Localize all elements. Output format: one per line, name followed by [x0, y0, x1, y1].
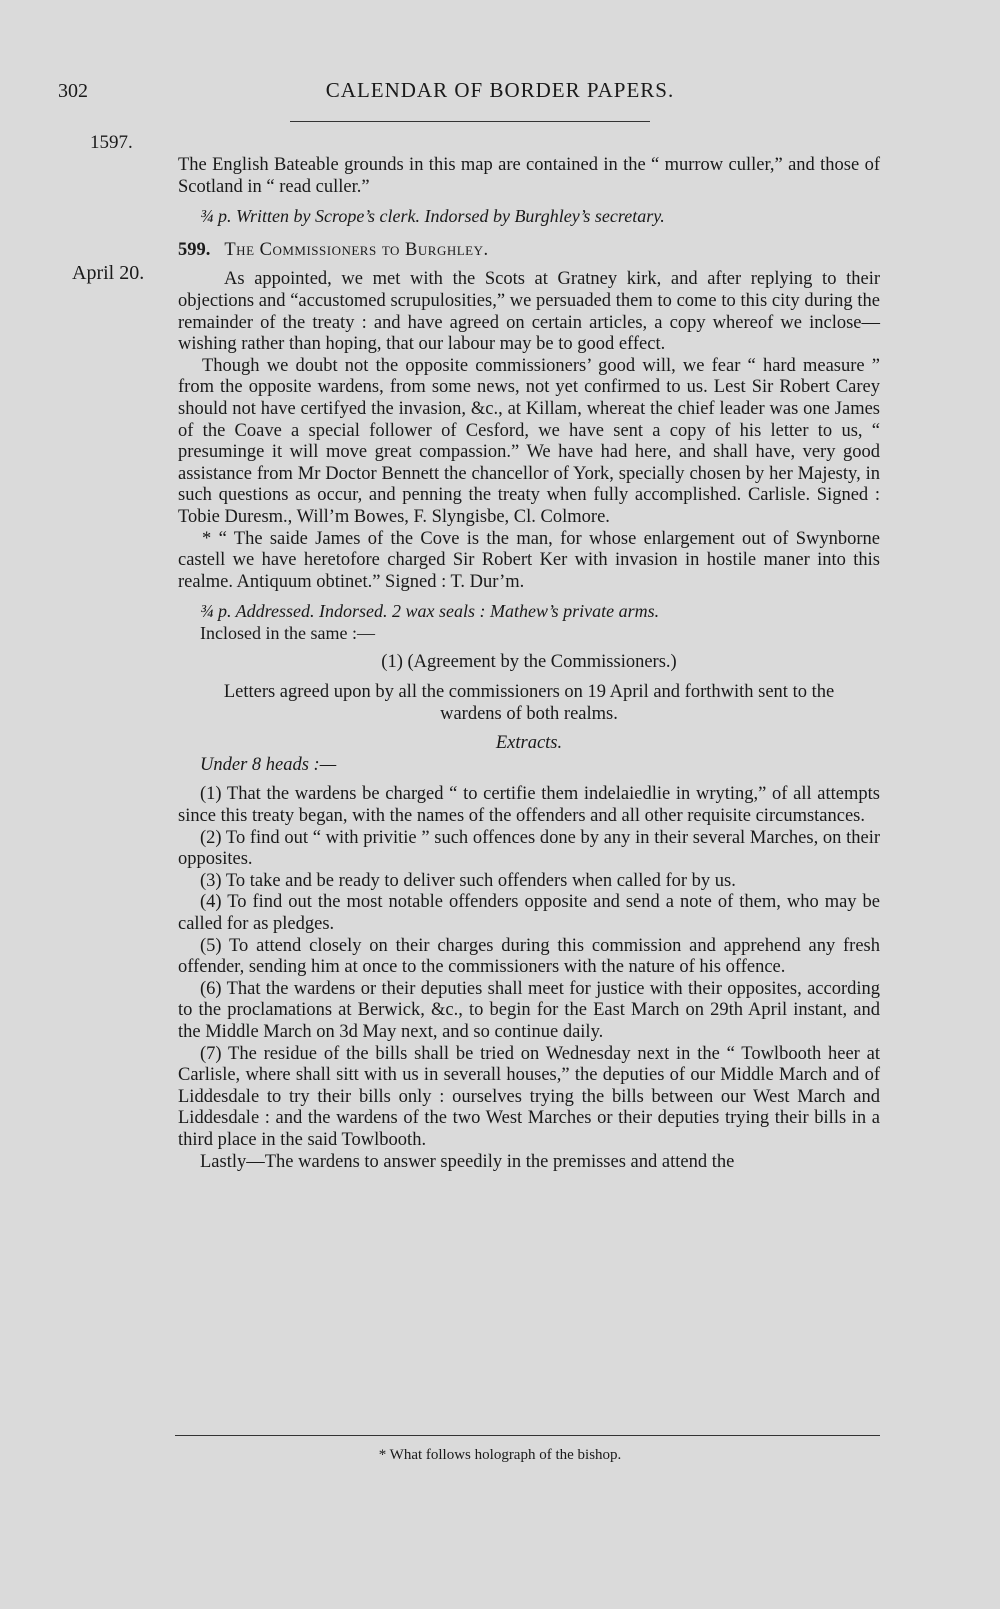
endorsement-2: ¾ p. Addressed. Indorsed. 2 wax seals : Mathew’s private arms.	[200, 601, 660, 622]
list-item: (6) That the wardens or their deputies shall meet for justice with their opposites, according to the proclamations at Berwick, &c., to begin for the East March on 29th April instant, and the Middle March on 3d May next, and so continue daily.	[178, 978, 880, 1042]
list-item: Lastly—The wardens to answer speedily in the premisses and attend the	[200, 1151, 735, 1172]
footnote-rule	[175, 1435, 880, 1436]
paragraph-2: Though we doubt not the opposite commissioners’ good will, we fear “ hard measure ” from the opposite wardens, from some news, not yet confirmed to us. Lest Sir Robert Carey should not have certifyed the invasion, &c., at Killam, whereat the chief leader was one James of the Coave a special follower of Cesford, we have sent a copy of his letter to us, “ presuminge it will move great compassion.” We have had here, and shall have, very good assistance from Mr Doctor Bennett the chancellor of York, specially chosen by her Majesty, in such questions as occur, and penning the treaty when fully accomplished. Carlisle. Signed : Tobie Duresm., Will’m Bowes, F. Slyngisbe, Cl. Colmore.	[178, 355, 880, 527]
header-rule	[290, 121, 650, 122]
entry-title: The Commissioners to Burghley.	[224, 239, 489, 260]
list-item: (3) To take and be ready to deliver such offenders when called for by us.	[200, 870, 736, 891]
running-title: CALENDAR OF BORDER PAPERS.	[325, 78, 675, 102]
list-item: (1) That the wardens be charged “ to certifie them indelaiedlie in wryting,” of all attempts since this treaty began, with the names of the offenders and all other requisite circumstances.	[178, 784, 880, 827]
list-item: (5) To attend closely on their charges during this commission and apprehend any fresh offender, sending him at once to the commissioners with the nature of his offence.	[178, 935, 880, 978]
extracts-heading: Extracts.	[495, 733, 563, 754]
list-item: (2) To find out “ with privitie ” such offences done by any in their several Marches, on their opposites.	[178, 827, 880, 870]
margin-date: April 20.	[72, 262, 145, 284]
under-heads: Under 8 heads :—	[200, 754, 337, 775]
inclosed-line: Inclosed in the same :—	[200, 622, 375, 643]
footnote: * What follows holograph of the bishop.	[378, 1447, 622, 1463]
entry-heading	[178, 240, 880, 262]
margin-year: 1597.	[90, 132, 133, 153]
map-note: The English Bateable grounds in this map are contained in the “ murrow culler,” and those of Scotland in “ read culler.”	[178, 155, 880, 197]
list-item: (7) The residue of the bills shall be tried on Wednesday next in the “ Towlbooth heer at Carlisle, where shall sitt with us in severall houses,” the deputies of our Middle March and of Liddesdale to try their bills only : ourselves trying the bills between our West March and Liddesdale : and the wardens of the two West Marches or their deputies trying their bills in a third place in the said Towlbooth.	[178, 1043, 880, 1150]
entry-number: 599.	[178, 239, 211, 260]
paragraph-3: * “ The saide James of the Cove is the man, for whose enlargement out of Swynborne castell we have heretofore charged Sir Robert Ker with invasion in hostile maner into this realme. Antiquum obtinet.” Signed : T. Dur’m.	[178, 528, 880, 592]
page-number: 302	[58, 80, 88, 102]
endorsement-1: ¾ p. Written by Scrope’s clerk. Indorsed by Burghley’s secretary.	[200, 206, 665, 227]
paragraph-1: As appointed, we met with the Scots at Gratney kirk, and after replying to their objections and “accustomed scrupulosities,” we persuaded them to come to this city during the remainder of the treaty : and have agreed on certain articles, a copy whereof we inclose—wishing rather than hoping, that our labour may be to good effect.	[178, 269, 880, 355]
body-text	[178, 155, 880, 1173]
agreement-heading: (1) (Agreement by the Commissioners.)	[381, 652, 677, 673]
list-item: (4) To find out the most notable offenders opposite and send a note of them, who may be called for as pledges.	[178, 892, 880, 934]
letters-agreed: Letters agreed upon by all the commissioners on 19 April and forthwith sent to the wardens of both realms.	[223, 682, 835, 724]
